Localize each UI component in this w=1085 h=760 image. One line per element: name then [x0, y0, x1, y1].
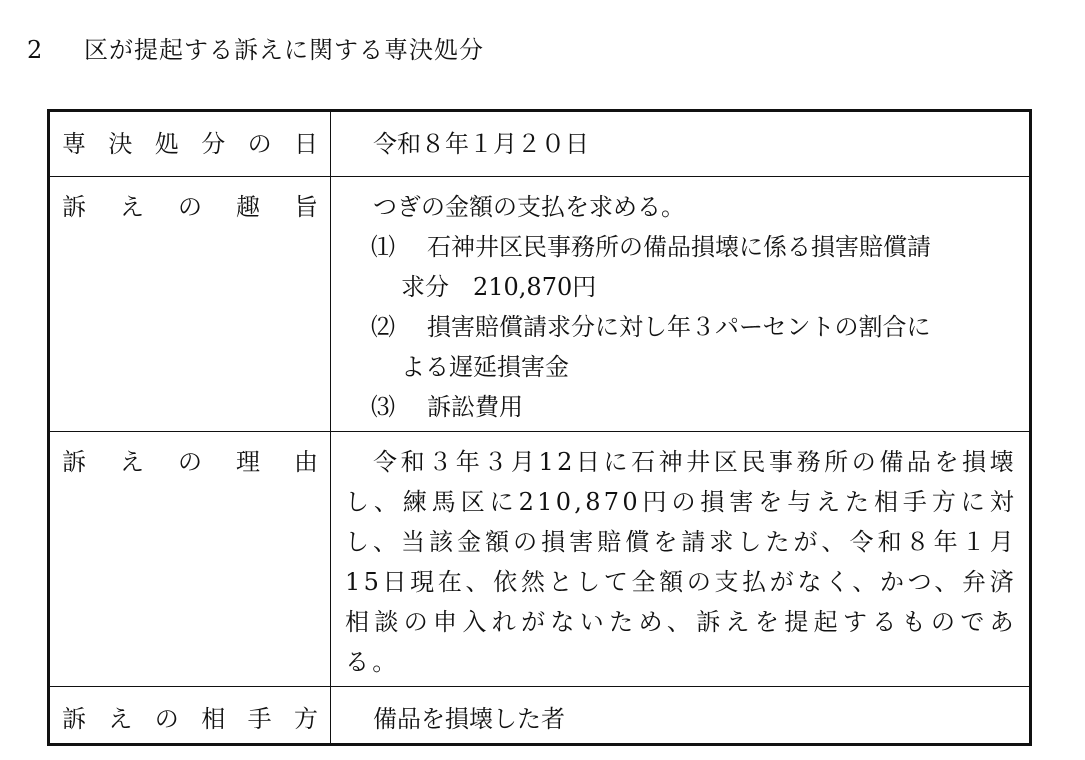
- row-label: [49, 111, 331, 177]
- item-text-cont: 求分 210,870円: [401, 273, 597, 301]
- disposition-date: 令和８年１月２０日: [373, 130, 589, 158]
- row-value: [331, 111, 1031, 177]
- item-mark: ⑵: [371, 313, 395, 341]
- reason-text: 令和３年３月12日に石神井区民事務所の備品を損壊し、練馬区に210,870円の損害を与えた相手方に対し、当該金額の損害賠償を請求したが、令和８年１月15日現在、依然として全額の支払がなく、かつ、弁済相談の申入れがないため、訴えを提起するものである。: [345, 448, 1017, 676]
- table-row: [49, 111, 1031, 177]
- defendant-text: 備品を損壊した者: [373, 705, 565, 733]
- row-value: [331, 432, 1031, 687]
- row-value: [331, 177, 1031, 432]
- label-date: 専決処分の日: [62, 130, 318, 158]
- list-item: [345, 227, 1017, 307]
- list-item: [345, 307, 1017, 387]
- item-text-cont: よる遅延損害金: [401, 353, 569, 381]
- label-purpose: 訴えの趣旨: [62, 193, 318, 221]
- section-number: 2: [27, 36, 44, 64]
- disposition-table: [47, 109, 1032, 746]
- table-row: [49, 687, 1031, 745]
- row-label: [49, 687, 331, 745]
- list-item: [345, 387, 1017, 427]
- section-title: 区が提起する訴えに関する専決処分: [84, 36, 484, 64]
- label-reason: 訴えの理由: [62, 448, 318, 476]
- table-row: [49, 432, 1031, 687]
- row-value: [331, 687, 1031, 745]
- row-label: [49, 177, 331, 432]
- section-heading: [27, 30, 484, 65]
- row-label: [49, 432, 331, 687]
- item-text: 訴訟費用: [427, 393, 523, 421]
- item-mark: ⑴: [371, 233, 395, 261]
- item-mark: ⑶: [371, 393, 395, 421]
- item-text: 石神井区民事務所の備品損壊に係る損害賠償請: [427, 233, 931, 261]
- label-defendant: 訴えの相手方: [62, 705, 318, 733]
- table-row: [49, 177, 1031, 432]
- purpose-intro: つぎの金額の支払を求める。: [373, 193, 685, 221]
- item-text: 損害賠償請求分に対し年３パーセントの割合に: [427, 313, 931, 341]
